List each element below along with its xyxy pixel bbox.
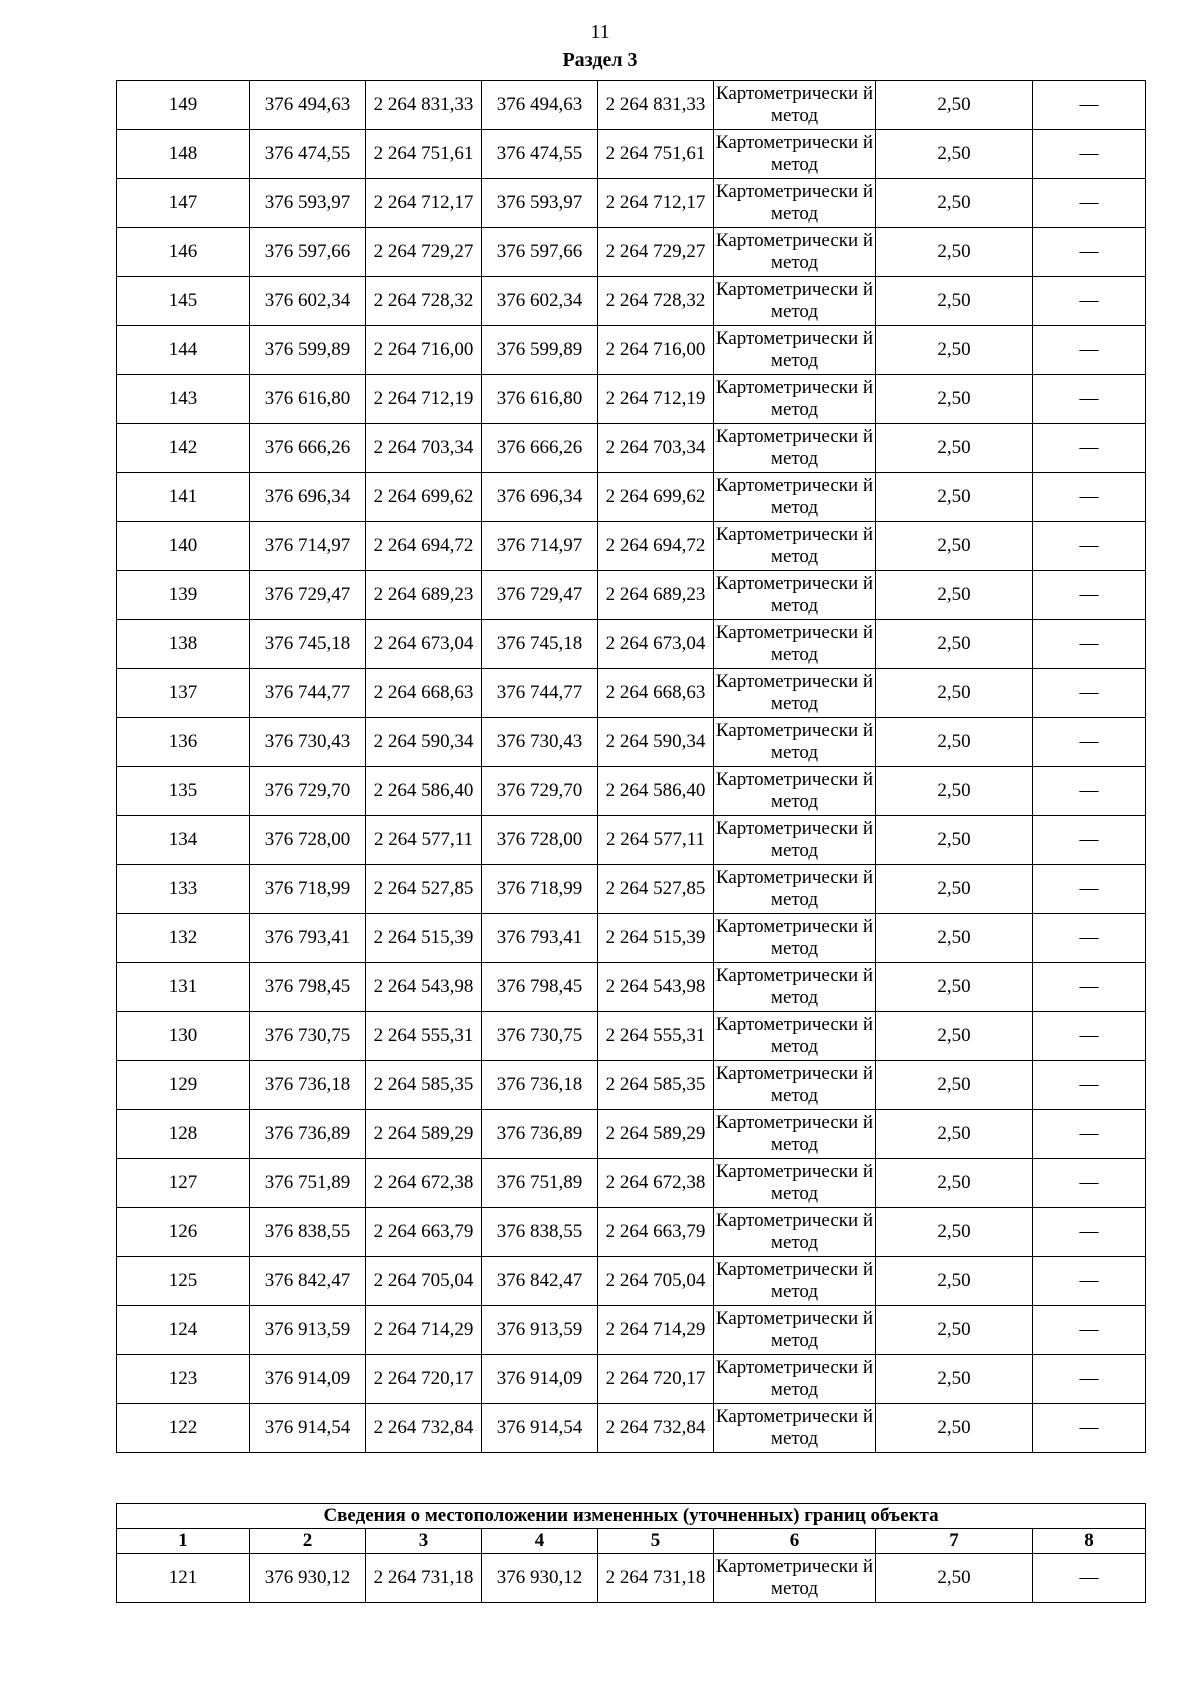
x-existing-cell: 376 602,34 [250, 277, 366, 326]
description-cell: — [1033, 1208, 1146, 1257]
x-new-cell: 376 744,77 [482, 669, 598, 718]
table-row [117, 81, 1146, 130]
description-cell: — [1033, 1257, 1146, 1306]
x-new-cell: 376 914,09 [482, 1355, 598, 1404]
description-cell: — [1033, 1061, 1146, 1110]
description-cell: — [1033, 81, 1146, 130]
column-number-cell: 8 [1033, 1529, 1146, 1554]
y-new-cell: 2 264 515,39 [598, 914, 714, 963]
accuracy-cell: 2,50 [876, 1159, 1033, 1208]
x-new-cell: 376 728,00 [482, 816, 598, 865]
point-number-cell: 121 [117, 1554, 250, 1603]
accuracy-cell: 2,50 [876, 1208, 1033, 1257]
table-row [117, 620, 1146, 669]
description-cell: — [1033, 620, 1146, 669]
table-row [117, 1159, 1146, 1208]
y-new-cell: 2 264 714,29 [598, 1306, 714, 1355]
x-new-cell: 376 729,70 [482, 767, 598, 816]
method-cell: Картометрически й метод [714, 228, 876, 277]
point-number-cell: 135 [117, 767, 250, 816]
x-new-cell: 376 798,45 [482, 963, 598, 1012]
section-title: Раздел 3 [562, 49, 638, 71]
point-number-cell: 147 [117, 179, 250, 228]
y-existing-cell: 2 264 689,23 [366, 571, 482, 620]
x-new-cell: 376 729,47 [482, 571, 598, 620]
y-existing-cell: 2 264 555,31 [366, 1012, 482, 1061]
accuracy-cell: 2,50 [876, 1355, 1033, 1404]
y-existing-cell: 2 264 589,29 [366, 1110, 482, 1159]
y-existing-cell: 2 264 577,11 [366, 816, 482, 865]
table-row [117, 1061, 1146, 1110]
x-existing-cell: 376 751,89 [250, 1159, 366, 1208]
x-new-cell: 376 616,80 [482, 375, 598, 424]
accuracy-cell: 2,50 [876, 1110, 1033, 1159]
x-new-cell: 376 930,12 [482, 1554, 598, 1603]
x-existing-cell: 376 593,97 [250, 179, 366, 228]
x-existing-cell: 376 599,89 [250, 326, 366, 375]
x-new-cell: 376 730,43 [482, 718, 598, 767]
table-row [117, 571, 1146, 620]
y-new-cell: 2 264 703,34 [598, 424, 714, 473]
method-cell: Картометрически й метод [714, 277, 876, 326]
description-cell: — [1033, 1306, 1146, 1355]
x-new-cell: 376 838,55 [482, 1208, 598, 1257]
y-existing-cell: 2 264 694,72 [366, 522, 482, 571]
changed-boundaries-table [116, 1503, 1146, 1603]
y-existing-cell: 2 264 712,17 [366, 179, 482, 228]
x-existing-cell: 376 597,66 [250, 228, 366, 277]
x-new-cell: 376 696,34 [482, 473, 598, 522]
y-new-cell: 2 264 673,04 [598, 620, 714, 669]
description-cell: — [1033, 1159, 1146, 1208]
y-existing-cell: 2 264 728,32 [366, 277, 482, 326]
table-row [117, 522, 1146, 571]
table-row [117, 1257, 1146, 1306]
y-existing-cell: 2 264 731,18 [366, 1554, 482, 1603]
y-new-cell: 2 264 668,63 [598, 669, 714, 718]
accuracy-cell: 2,50 [876, 375, 1033, 424]
x-new-cell: 376 913,59 [482, 1306, 598, 1355]
y-new-cell: 2 264 712,19 [598, 375, 714, 424]
y-existing-cell: 2 264 703,34 [366, 424, 482, 473]
method-cell: Картометрически й метод [714, 1404, 876, 1453]
accuracy-cell: 2,50 [876, 669, 1033, 718]
x-existing-cell: 376 930,12 [250, 1554, 366, 1603]
table-row [117, 228, 1146, 277]
accuracy-cell: 2,50 [876, 1306, 1033, 1355]
x-new-cell: 376 599,89 [482, 326, 598, 375]
point-number-cell: 148 [117, 130, 250, 179]
column-numbers-row [117, 1529, 1146, 1554]
point-number-cell: 127 [117, 1159, 250, 1208]
method-cell: Картометрически й метод [714, 522, 876, 571]
column-number-cell: 2 [250, 1529, 366, 1554]
method-cell: Картометрически й метод [714, 669, 876, 718]
description-cell: — [1033, 326, 1146, 375]
y-new-cell: 2 264 716,00 [598, 326, 714, 375]
description-cell: — [1033, 914, 1146, 963]
method-cell: Картометрически й метод [714, 130, 876, 179]
description-cell: — [1033, 571, 1146, 620]
point-number-cell: 125 [117, 1257, 250, 1306]
y-new-cell: 2 264 694,72 [598, 522, 714, 571]
method-cell: Картометрически й метод [714, 375, 876, 424]
table-row [117, 865, 1146, 914]
x-existing-cell: 376 744,77 [250, 669, 366, 718]
description-cell: — [1033, 375, 1146, 424]
column-number-cell: 7 [876, 1529, 1033, 1554]
x-new-cell: 376 736,89 [482, 1110, 598, 1159]
table-row [117, 1355, 1146, 1404]
x-existing-cell: 376 913,59 [250, 1306, 366, 1355]
x-existing-cell: 376 736,89 [250, 1110, 366, 1159]
x-existing-cell: 376 730,75 [250, 1012, 366, 1061]
point-number-cell: 132 [117, 914, 250, 963]
method-cell: Картометрически й метод [714, 1554, 876, 1603]
x-existing-cell: 376 730,43 [250, 718, 366, 767]
x-existing-cell: 376 745,18 [250, 620, 366, 669]
method-cell: Картометрически й метод [714, 571, 876, 620]
point-number-cell: 138 [117, 620, 250, 669]
y-existing-cell: 2 264 751,61 [366, 130, 482, 179]
x-new-cell: 376 714,97 [482, 522, 598, 571]
changed-boundaries-caption: Сведения о местоположении измененных (уточненных) границ объекта [117, 1504, 1146, 1529]
point-number-cell: 136 [117, 718, 250, 767]
y-new-cell: 2 264 585,35 [598, 1061, 714, 1110]
method-cell: Картометрически й метод [714, 914, 876, 963]
method-cell: Картометрически й метод [714, 767, 876, 816]
y-existing-cell: 2 264 673,04 [366, 620, 482, 669]
x-new-cell: 376 730,75 [482, 1012, 598, 1061]
x-existing-cell: 376 729,70 [250, 767, 366, 816]
y-existing-cell: 2 264 712,19 [366, 375, 482, 424]
accuracy-cell: 2,50 [876, 326, 1033, 375]
y-existing-cell: 2 264 543,98 [366, 963, 482, 1012]
x-existing-cell: 376 718,99 [250, 865, 366, 914]
x-new-cell: 376 842,47 [482, 1257, 598, 1306]
method-cell: Картометрически й метод [714, 718, 876, 767]
table-row [117, 277, 1146, 326]
accuracy-cell: 2,50 [876, 718, 1033, 767]
description-cell: — [1033, 179, 1146, 228]
table-row [117, 326, 1146, 375]
point-number-cell: 122 [117, 1404, 250, 1453]
x-existing-cell: 376 696,34 [250, 473, 366, 522]
accuracy-cell: 2,50 [876, 1257, 1033, 1306]
coordinates-table [116, 80, 1146, 1453]
x-existing-cell: 376 728,00 [250, 816, 366, 865]
y-existing-cell: 2 264 586,40 [366, 767, 482, 816]
method-cell: Картометрически й метод [714, 865, 876, 914]
point-number-cell: 144 [117, 326, 250, 375]
point-number-cell: 129 [117, 1061, 250, 1110]
accuracy-cell: 2,50 [876, 571, 1033, 620]
description-cell: — [1033, 1110, 1146, 1159]
table-row [117, 767, 1146, 816]
x-new-cell: 376 474,55 [482, 130, 598, 179]
y-existing-cell: 2 264 590,34 [366, 718, 482, 767]
point-number-cell: 134 [117, 816, 250, 865]
table-row [117, 1306, 1146, 1355]
x-existing-cell: 376 714,97 [250, 522, 366, 571]
accuracy-cell: 2,50 [876, 473, 1033, 522]
point-number-cell: 142 [117, 424, 250, 473]
point-number-cell: 126 [117, 1208, 250, 1257]
column-number-cell: 5 [598, 1529, 714, 1554]
y-new-cell: 2 264 712,17 [598, 179, 714, 228]
x-existing-cell: 376 616,80 [250, 375, 366, 424]
point-number-cell: 128 [117, 1110, 250, 1159]
accuracy-cell: 2,50 [876, 1012, 1033, 1061]
description-cell: — [1033, 669, 1146, 718]
description-cell: — [1033, 718, 1146, 767]
y-existing-cell: 2 264 515,39 [366, 914, 482, 963]
description-cell: — [1033, 228, 1146, 277]
point-number-cell: 143 [117, 375, 250, 424]
method-cell: Картометрически й метод [714, 1061, 876, 1110]
point-number-cell: 124 [117, 1306, 250, 1355]
point-number-cell: 131 [117, 963, 250, 1012]
point-number-cell: 139 [117, 571, 250, 620]
description-cell: — [1033, 767, 1146, 816]
table-row [117, 963, 1146, 1012]
y-new-cell: 2 264 731,18 [598, 1554, 714, 1603]
method-cell: Картометрически й метод [714, 81, 876, 130]
table-row [117, 424, 1146, 473]
x-new-cell: 376 666,26 [482, 424, 598, 473]
column-number-cell: 6 [714, 1529, 876, 1554]
point-number-cell: 130 [117, 1012, 250, 1061]
y-existing-cell: 2 264 729,27 [366, 228, 482, 277]
x-existing-cell: 376 729,47 [250, 571, 366, 620]
description-cell: — [1033, 130, 1146, 179]
description-cell: — [1033, 424, 1146, 473]
x-new-cell: 376 793,41 [482, 914, 598, 963]
x-new-cell: 376 494,63 [482, 81, 598, 130]
page-number: 11 [590, 21, 610, 43]
accuracy-cell: 2,50 [876, 865, 1033, 914]
y-new-cell: 2 264 831,33 [598, 81, 714, 130]
x-new-cell: 376 745,18 [482, 620, 598, 669]
description-cell: — [1033, 277, 1146, 326]
x-new-cell: 376 736,18 [482, 1061, 598, 1110]
x-existing-cell: 376 793,41 [250, 914, 366, 963]
method-cell: Картометрически й метод [714, 1110, 876, 1159]
x-existing-cell: 376 474,55 [250, 130, 366, 179]
description-cell: — [1033, 963, 1146, 1012]
accuracy-cell: 2,50 [876, 228, 1033, 277]
description-cell: — [1033, 522, 1146, 571]
accuracy-cell: 2,50 [876, 130, 1033, 179]
x-new-cell: 376 597,66 [482, 228, 598, 277]
y-new-cell: 2 264 720,17 [598, 1355, 714, 1404]
accuracy-cell: 2,50 [876, 620, 1033, 669]
y-existing-cell: 2 264 663,79 [366, 1208, 482, 1257]
point-number-cell: 123 [117, 1355, 250, 1404]
y-existing-cell: 2 264 716,00 [366, 326, 482, 375]
y-existing-cell: 2 264 585,35 [366, 1061, 482, 1110]
column-number-cell: 4 [482, 1529, 598, 1554]
point-number-cell: 149 [117, 81, 250, 130]
x-existing-cell: 376 736,18 [250, 1061, 366, 1110]
point-number-cell: 140 [117, 522, 250, 571]
point-number-cell: 145 [117, 277, 250, 326]
table-row [117, 1012, 1146, 1061]
x-existing-cell: 376 838,55 [250, 1208, 366, 1257]
table-row [117, 816, 1146, 865]
method-cell: Картометрически й метод [714, 1159, 876, 1208]
point-number-cell: 146 [117, 228, 250, 277]
description-cell: — [1033, 473, 1146, 522]
changed-boundaries-body [117, 1554, 1146, 1603]
table-row [117, 130, 1146, 179]
y-new-cell: 2 264 590,34 [598, 718, 714, 767]
accuracy-cell: 2,50 [876, 277, 1033, 326]
x-new-cell: 376 751,89 [482, 1159, 598, 1208]
method-cell: Картометрически й метод [714, 1355, 876, 1404]
x-existing-cell: 376 914,09 [250, 1355, 366, 1404]
y-new-cell: 2 264 663,79 [598, 1208, 714, 1257]
x-new-cell: 376 593,97 [482, 179, 598, 228]
accuracy-cell: 2,50 [876, 767, 1033, 816]
accuracy-cell: 2,50 [876, 424, 1033, 473]
y-new-cell: 2 264 751,61 [598, 130, 714, 179]
y-new-cell: 2 264 586,40 [598, 767, 714, 816]
y-new-cell: 2 264 728,32 [598, 277, 714, 326]
accuracy-cell: 2,50 [876, 963, 1033, 1012]
coordinates-table-body [117, 81, 1146, 1453]
column-number-cell: 3 [366, 1529, 482, 1554]
point-number-cell: 133 [117, 865, 250, 914]
table-row [117, 914, 1146, 963]
method-cell: Картометрически й метод [714, 326, 876, 375]
y-existing-cell: 2 264 732,84 [366, 1404, 482, 1453]
x-existing-cell: 376 842,47 [250, 1257, 366, 1306]
method-cell: Картометрически й метод [714, 816, 876, 865]
point-number-cell: 141 [117, 473, 250, 522]
description-cell: — [1033, 1012, 1146, 1061]
accuracy-cell: 2,50 [876, 816, 1033, 865]
accuracy-cell: 2,50 [876, 914, 1033, 963]
x-new-cell: 376 914,54 [482, 1404, 598, 1453]
y-existing-cell: 2 264 714,29 [366, 1306, 482, 1355]
description-cell: — [1033, 1554, 1146, 1603]
x-new-cell: 376 602,34 [482, 277, 598, 326]
table-row [117, 473, 1146, 522]
y-new-cell: 2 264 699,62 [598, 473, 714, 522]
accuracy-cell: 2,50 [876, 1404, 1033, 1453]
y-new-cell: 2 264 672,38 [598, 1159, 714, 1208]
y-new-cell: 2 264 689,23 [598, 571, 714, 620]
method-cell: Картометрически й метод [714, 620, 876, 669]
method-cell: Картометрически й метод [714, 424, 876, 473]
y-new-cell: 2 264 732,84 [598, 1404, 714, 1453]
table-row [117, 1554, 1146, 1603]
y-existing-cell: 2 264 720,17 [366, 1355, 482, 1404]
y-existing-cell: 2 264 527,85 [366, 865, 482, 914]
description-cell: — [1033, 816, 1146, 865]
method-cell: Картометрически й метод [714, 179, 876, 228]
table-row [117, 1110, 1146, 1159]
x-existing-cell: 376 494,63 [250, 81, 366, 130]
method-cell: Картометрически й метод [714, 1208, 876, 1257]
y-new-cell: 2 264 543,98 [598, 963, 714, 1012]
x-existing-cell: 376 914,54 [250, 1404, 366, 1453]
table-row [117, 1404, 1146, 1453]
method-cell: Картометрически й метод [714, 1306, 876, 1355]
y-existing-cell: 2 264 668,63 [366, 669, 482, 718]
y-existing-cell: 2 264 705,04 [366, 1257, 482, 1306]
description-cell: — [1033, 865, 1146, 914]
y-existing-cell: 2 264 699,62 [366, 473, 482, 522]
accuracy-cell: 2,50 [876, 522, 1033, 571]
y-new-cell: 2 264 589,29 [598, 1110, 714, 1159]
method-cell: Картометрически й метод [714, 473, 876, 522]
x-new-cell: 376 718,99 [482, 865, 598, 914]
method-cell: Картометрически й метод [714, 963, 876, 1012]
column-number-cell: 1 [117, 1529, 250, 1554]
accuracy-cell: 2,50 [876, 179, 1033, 228]
y-new-cell: 2 264 577,11 [598, 816, 714, 865]
method-cell: Картометрически й метод [714, 1257, 876, 1306]
y-new-cell: 2 264 527,85 [598, 865, 714, 914]
table-row [117, 179, 1146, 228]
y-existing-cell: 2 264 831,33 [366, 81, 482, 130]
accuracy-cell: 2,50 [876, 1554, 1033, 1603]
x-existing-cell: 376 798,45 [250, 963, 366, 1012]
y-new-cell: 2 264 705,04 [598, 1257, 714, 1306]
table-row [117, 669, 1146, 718]
y-new-cell: 2 264 729,27 [598, 228, 714, 277]
y-new-cell: 2 264 555,31 [598, 1012, 714, 1061]
point-number-cell: 137 [117, 669, 250, 718]
description-cell: — [1033, 1355, 1146, 1404]
description-cell: — [1033, 1404, 1146, 1453]
method-cell: Картометрически й метод [714, 1012, 876, 1061]
table-row [117, 1208, 1146, 1257]
accuracy-cell: 2,50 [876, 1061, 1033, 1110]
y-existing-cell: 2 264 672,38 [366, 1159, 482, 1208]
table-row [117, 375, 1146, 424]
x-existing-cell: 376 666,26 [250, 424, 366, 473]
table-row [117, 718, 1146, 767]
accuracy-cell: 2,50 [876, 81, 1033, 130]
